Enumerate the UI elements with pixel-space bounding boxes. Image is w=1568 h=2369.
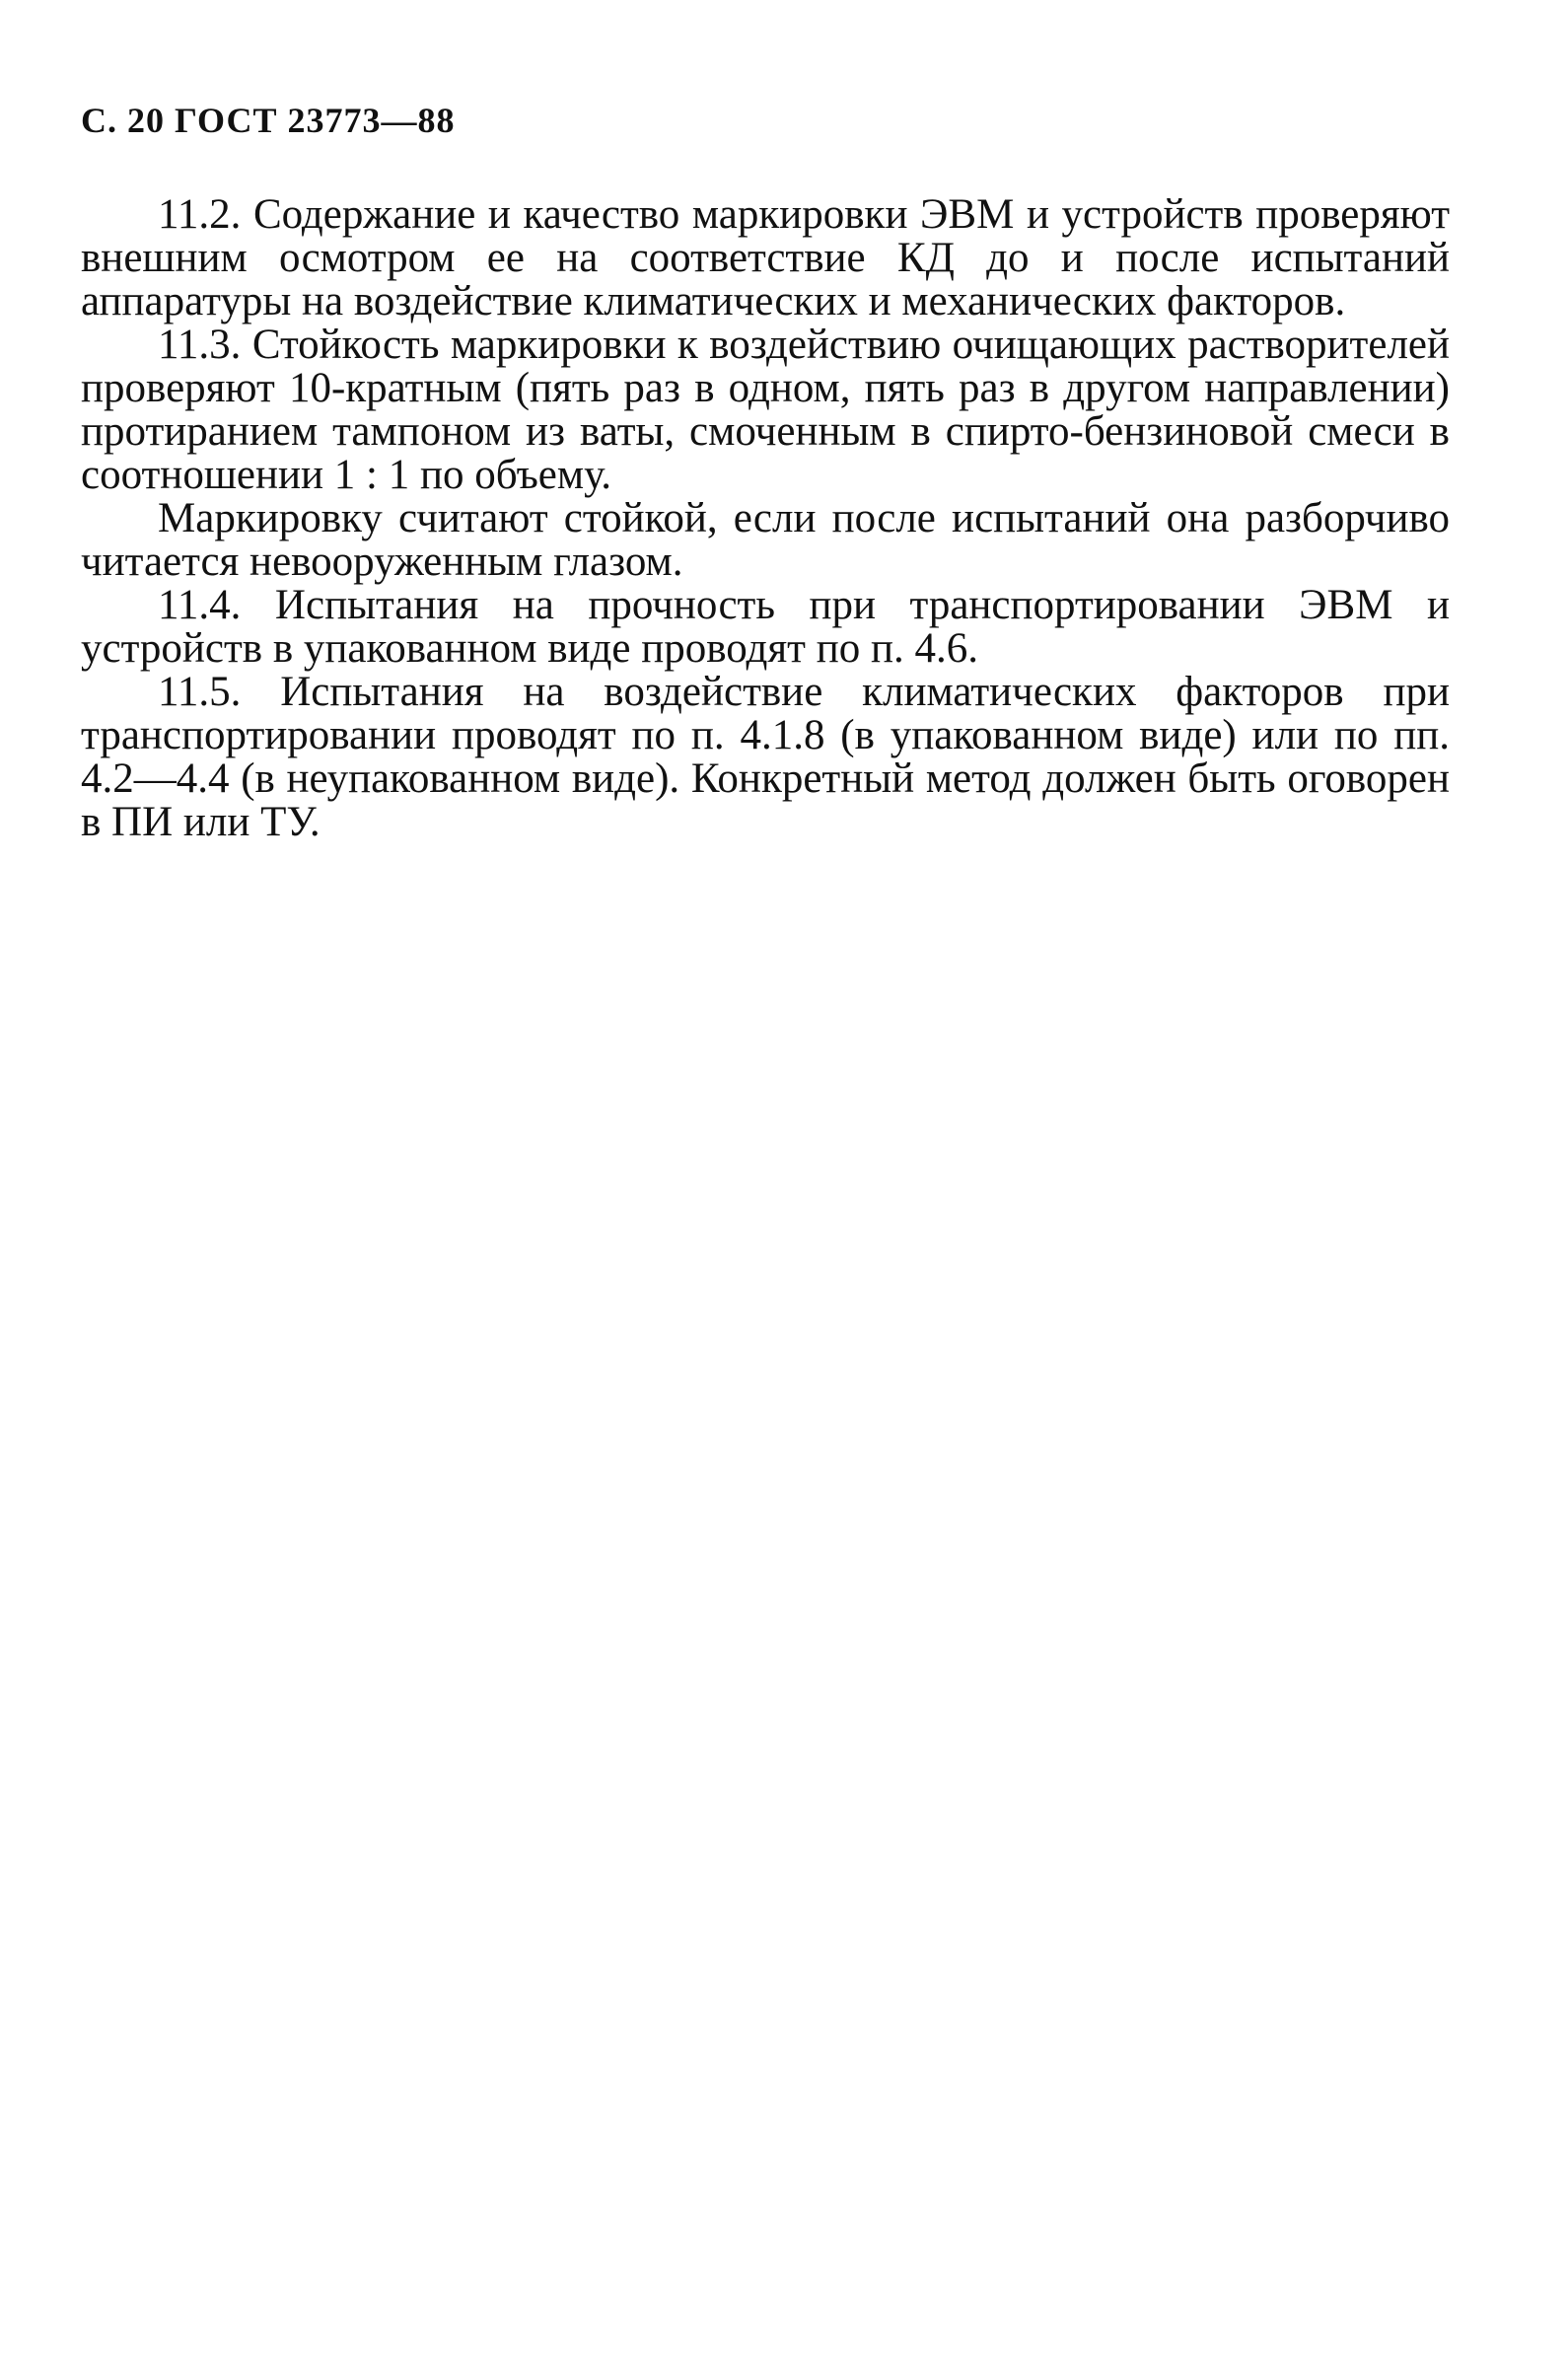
- paragraph-11-3: 11.3. Стойкость маркировки к воздействию очищающих растворителей проверяют 10-кратным (пять раз в одном, пять раз в другом направлении) протиранием тампоном из ваты, смоченным в спирто-бензиновой смеси в соотношении 1 : 1 по объему.: [81, 322, 1450, 498]
- paragraph-11-4: 11.4. Испытания на прочность при транспортировании ЭВМ и устройств в упакованном виде проводят по п. 4.6.: [81, 582, 1450, 672]
- paragraph-11-3-note: Маркировку считают стойкой, если после испытаний она разборчиво читается невооруженным глазом.: [81, 495, 1450, 585]
- paragraph-11-5: 11.5. Испытания на воздействие климатических факторов при транспортировании проводят по п. 4.1.8 (в упакованном виде) или по пп. 4.2—4.4 (в неупакованном виде). Конкретный метод должен быть оговорен в ПИ или ТУ.: [81, 669, 1450, 845]
- document-body: [81, 193, 1450, 844]
- running-header: С. 20 ГОСТ 23773—88: [81, 101, 456, 140]
- paragraph-11-2: 11.2. Содержание и качество маркировки ЭВМ и устройств проверяют внешним осмотром ее на соответствие КД до и после испытаний аппаратуры на воздействие климатических и механических факторов.: [81, 191, 1450, 324]
